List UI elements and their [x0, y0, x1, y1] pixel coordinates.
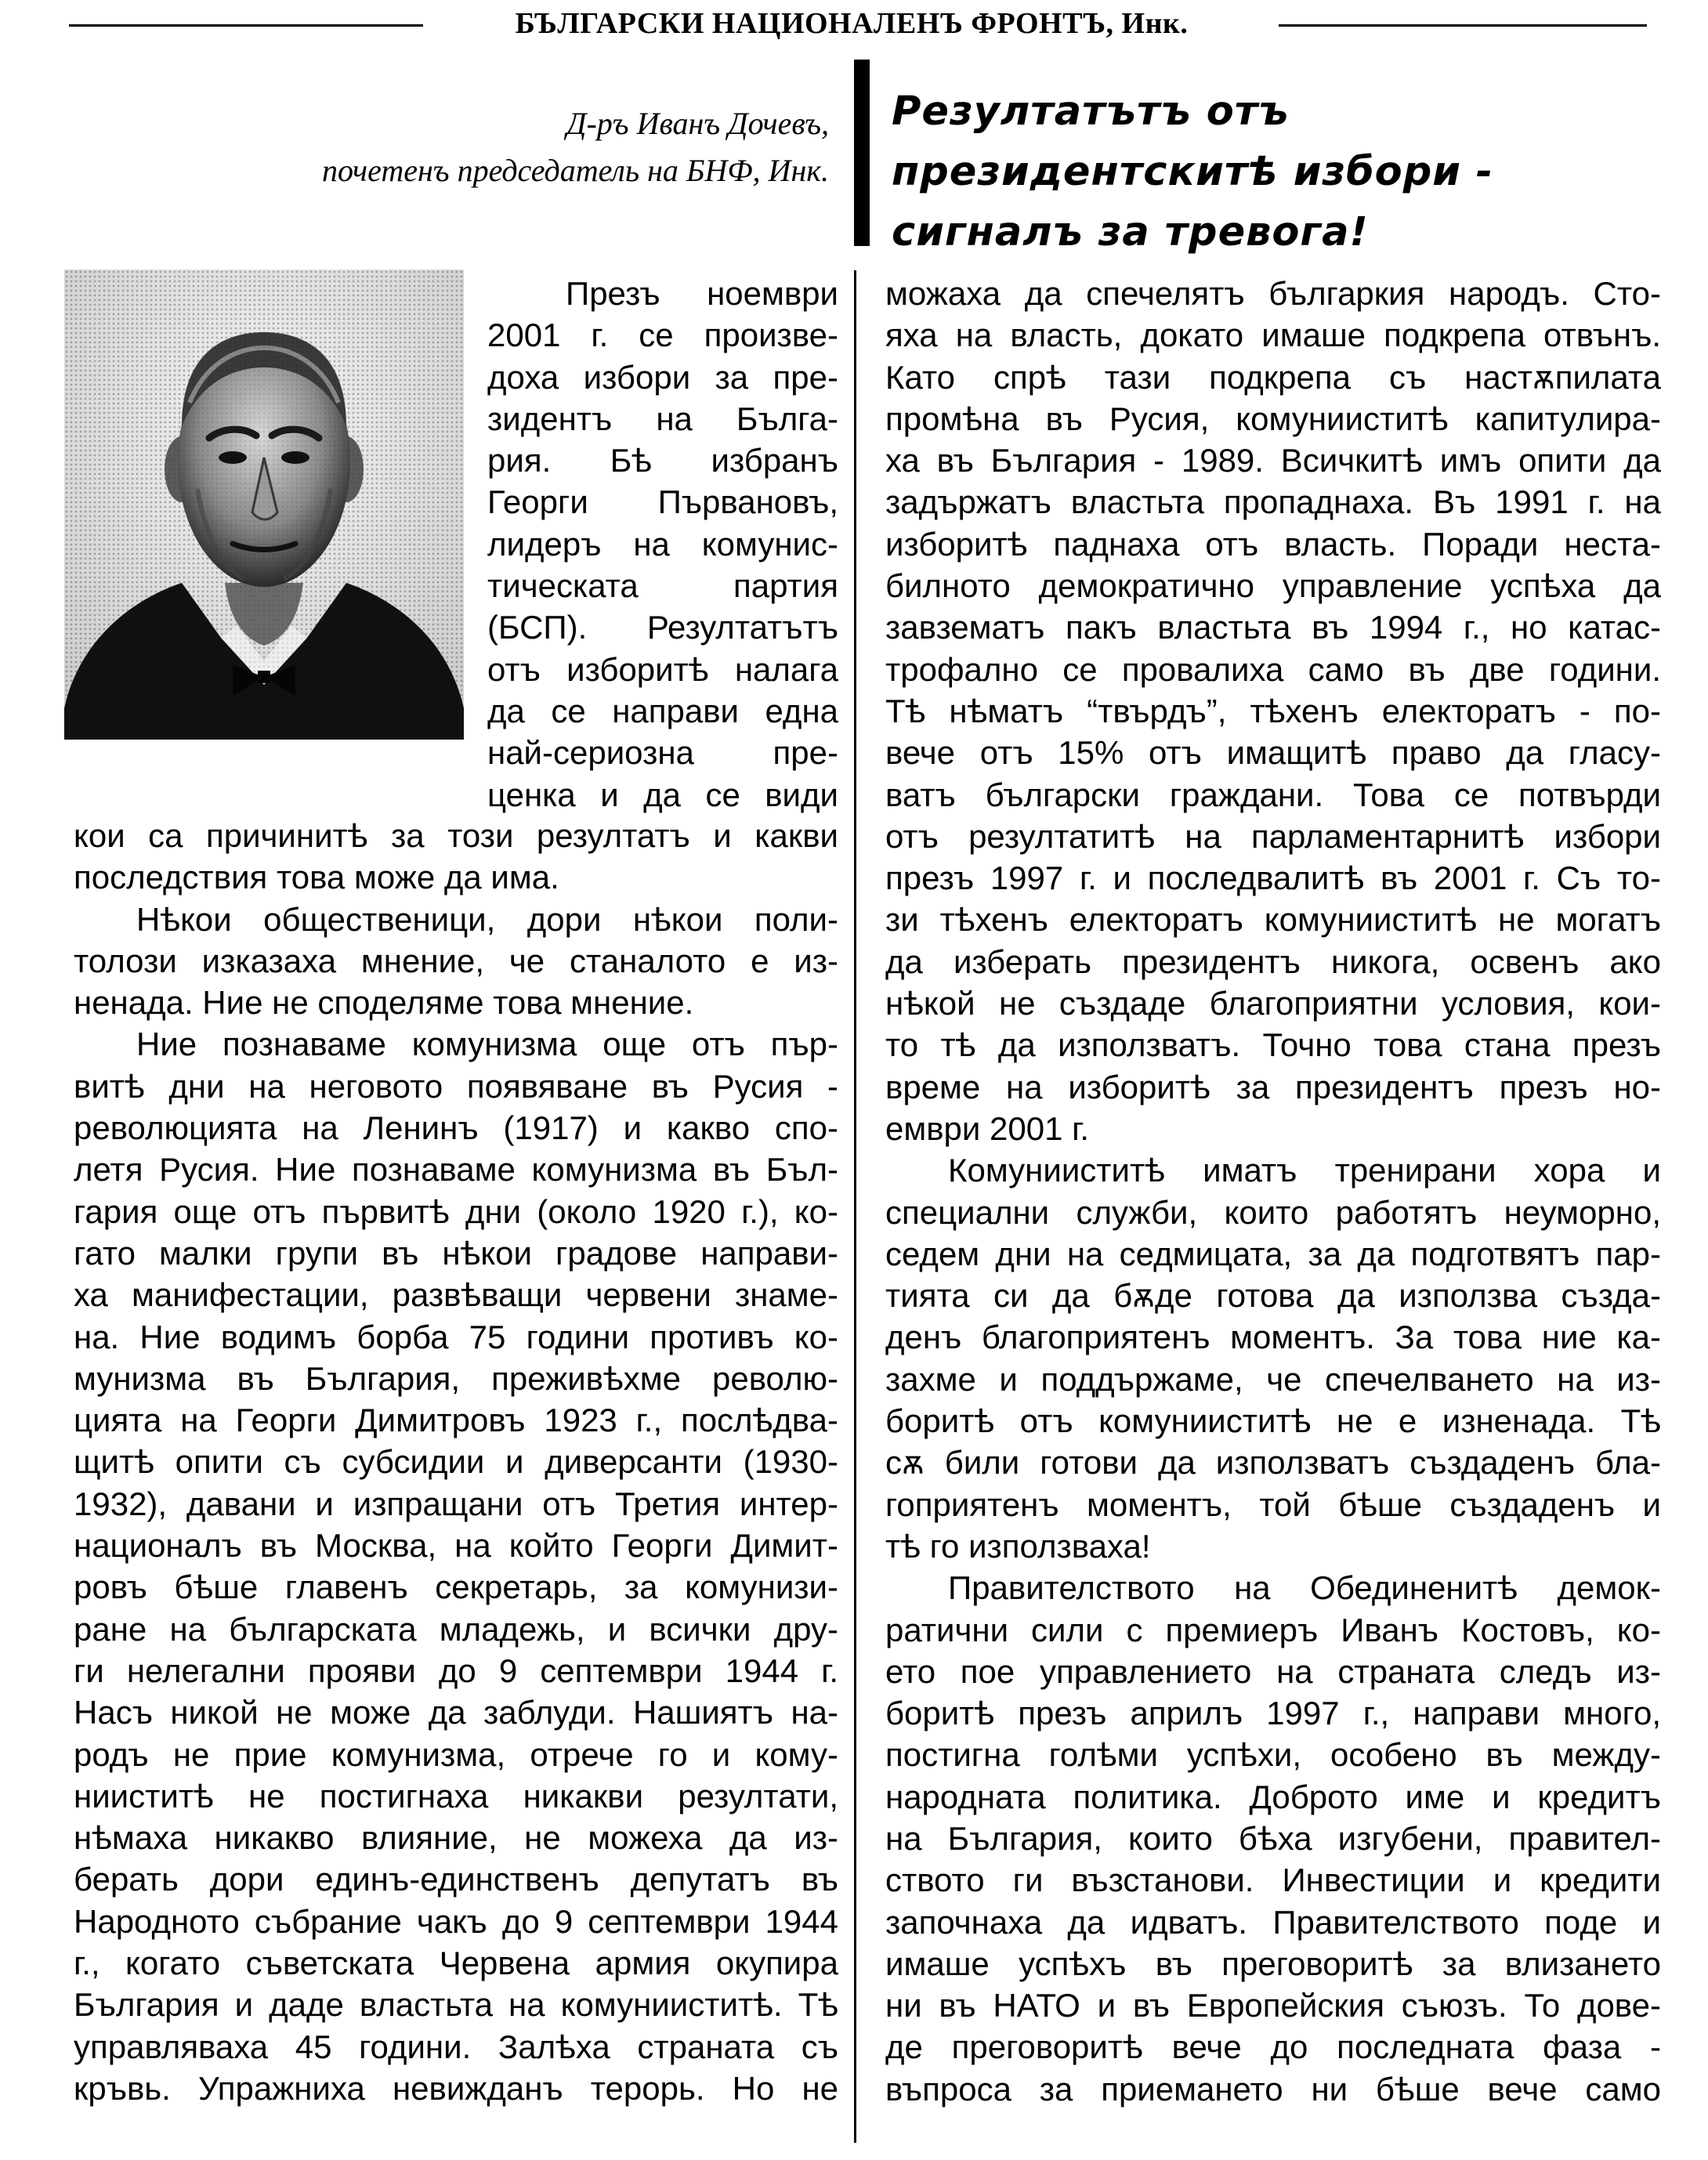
text-line: ровъ бѣше главенъ секретарь, за комунизи- — [74, 1568, 838, 1606]
text-line: на България, които бѣха изгубени, правител- — [885, 1819, 1661, 1857]
article-column-right — [885, 273, 1661, 2110]
text-line: ценка и да се види — [487, 776, 838, 813]
text-line: ненада. Ние не споделяме това мнение. — [74, 984, 694, 1022]
text-line: Народното събрание чакъ до 9 септември 1944 — [74, 1902, 838, 1940]
text-line: рия. Бѣ избранъ — [487, 442, 838, 479]
text-line: най-сериозна пре- — [487, 734, 838, 772]
text-line: то тѣ да използватъ. Точно това стана презъ — [885, 1026, 1661, 1064]
text-line: ха въ България - 1989. Всичкитѣ имъ опити да — [885, 442, 1661, 479]
text-line: трофално се провалиха само въ две години. — [885, 650, 1661, 688]
text-line: народната политика. Доброто име и кредитъ — [885, 1778, 1661, 1815]
text-line: 1932), давани и изпращани отъ Третия интер- — [74, 1485, 838, 1522]
text-line: Правителството на Обединенитѣ демок- — [948, 1569, 1661, 1607]
text-line: кои са причинитѣ за този резултатъ и какви — [74, 817, 838, 854]
text-line: на. Ние водимъ борба 75 години противъ ко- — [74, 1318, 838, 1355]
byline — [141, 100, 829, 194]
text-line: време на изборитѣ за президентъ презъ но- — [885, 1068, 1661, 1105]
text-line: родъ не прие комунизма, отрече го и кому- — [74, 1735, 838, 1773]
text-line: сѫ били готови да използватъ създаденъ бла- — [885, 1444, 1661, 1482]
text-line: завзематъ пакъ властьта въ 1994 г., но катас- — [885, 609, 1661, 646]
article-column-left-top — [487, 273, 838, 816]
masthead-rule-left — [69, 24, 423, 27]
article-column-left-bottom — [74, 815, 838, 2109]
headline — [892, 81, 1675, 262]
text-line: вече отъ 15% отъ имащитѣ право да гласу- — [885, 734, 1661, 772]
text-line: тията си да бѫде готова да използва създа- — [885, 1277, 1661, 1315]
text-line: денъ благоприятенъ моментъ. За това ние ка- — [885, 1319, 1661, 1356]
text-line: отъ изборитѣ налага — [487, 650, 838, 688]
text-line: промѣна въ Русия, комунииститѣ капитулира- — [885, 400, 1661, 437]
text-line: зи тѣхенъ електоратъ комунииститѣ не могатъ — [885, 901, 1661, 939]
text-line: ги нелегални прояви до 9 септември 1944 г. — [74, 1652, 838, 1689]
text-line: доха избори за пре- — [487, 358, 838, 396]
text-line: де преговоритѣ вече до последната фаза - — [885, 2028, 1661, 2066]
text-line: кръвь. Упражниха невижданъ терорь. Но не — [74, 2069, 838, 2107]
text-line: националъ въ Москва, на който Георги Димит- — [74, 1527, 838, 1565]
column-divider — [854, 270, 856, 2143]
text-line: ството ги възстанови. Инвестиции и кредити — [885, 1862, 1661, 1899]
text-line: билното демократично управление успѣха да — [885, 567, 1661, 605]
text-line: щитѣ опити съ субсидии и диверсанти (1930- — [74, 1443, 838, 1481]
text-line: берать дори единъ-единственъ депутатъ въ — [74, 1861, 838, 1898]
byline-role: почетенъ председатель на БНФ, Инк. — [322, 153, 829, 188]
author-portrait-photo — [64, 270, 464, 755]
text-line: г., когато съветската Червена армия окупира — [74, 1945, 838, 1982]
portrait-image — [64, 270, 464, 755]
text-line: цията на Георги Димитровъ 1923 г., послѣдва- — [74, 1402, 838, 1439]
text-line: да се направи една — [487, 692, 838, 729]
text-line: боритѣ презъ априлъ 1997 г., направи много, — [885, 1695, 1661, 1732]
text-line: нииститѣ не постигнаха никакви резултати, — [74, 1777, 838, 1814]
text-line: въпроса за приемането ни бѣше вече само — [885, 2070, 1661, 2108]
text-line: можаха да спечелятъ българкия народъ. Сто- — [885, 275, 1661, 312]
text-line: Георги Първановъ, — [487, 483, 838, 521]
text-line: специални служби, които работятъ неуморно, — [885, 1193, 1661, 1231]
text-line: ни въ НАТО и въ Европейския съюзъ. То дове- — [885, 1987, 1661, 2024]
text-line: гато малки групи въ нѣкои градове направи- — [74, 1234, 838, 1272]
text-line: отъ резултатитѣ на парламентарнитѣ избори — [885, 817, 1661, 855]
text-line: тическата партия — [487, 567, 838, 605]
text-line: последствия това може да има. — [74, 859, 559, 896]
text-line: зидентъ на Бълга- — [487, 400, 838, 437]
text-line: тѣ го използваха! — [885, 1527, 1151, 1565]
text-line: боритѣ отъ комунииститѣ не е изненада. Тѣ — [885, 1402, 1661, 1440]
text-line: Насъ никой не може да заблуди. Нашиятъ на- — [74, 1694, 838, 1731]
text-line: ватъ български граждани. Това се потвърди — [885, 776, 1661, 813]
headline-line: президентскитѣ избори - — [892, 149, 1493, 195]
text-line: Тѣ нѣматъ “твърдъ”, тѣхенъ електоратъ - по- — [885, 692, 1661, 729]
headline-bar — [854, 60, 870, 246]
text-line: ха манифестации, развѣващи червени знаме- — [74, 1276, 838, 1314]
text-line: толози изказаха мнение, че станалото е из- — [74, 942, 838, 979]
headline-line: сигналъ за тревога! — [892, 209, 1369, 255]
text-line: Презъ ноември — [566, 275, 838, 312]
text-line: яха на власть, докато имаше подкрепа отвънъ. — [885, 317, 1661, 354]
masthead — [0, 0, 1708, 49]
text-line: да изберать президентъ никога, освенъ ако — [885, 943, 1661, 980]
masthead-rule-right — [1279, 24, 1647, 27]
text-line: управляваха 45 години. Залѣха страната съ — [74, 2028, 838, 2065]
text-line: Като спрѣ тази подкрепа съ настѫпилата — [885, 358, 1661, 396]
text-line: Нѣкои общественици, дори нѣкои поли- — [136, 900, 838, 938]
text-line: постигна голѣми успѣхи, особено въ между- — [885, 1736, 1661, 1774]
text-line: задържатъ властьта пропаднаха. Въ 1991 г. на — [885, 483, 1661, 521]
text-line: Ние познаваме комунизма още отъ пър- — [136, 1026, 838, 1063]
text-line: нѣкой не създаде благоприятни условия, кои- — [885, 985, 1661, 1022]
text-line: имаше успѣхъ въ преговоритѣ за влизането — [885, 1945, 1661, 1982]
text-line: лидеръ на комунис- — [487, 525, 838, 563]
headline-line: Резултатътъ отъ — [892, 89, 1290, 135]
text-line: презъ 1997 г. и последвалитѣ въ 2001 г. Съ то- — [885, 859, 1661, 897]
text-line: гоприятенъ моментъ, той бѣше създаденъ и — [885, 1485, 1661, 1523]
masthead-title: БЪЛГАРСКИ НАЦИОНАЛЕНЪ ФРОНТЪ, Инк. — [515, 7, 1189, 40]
text-line: България и даде властьта на комунииститѣ. Тѣ — [74, 1986, 838, 2024]
text-line: захме и поддържаме, че спечелването на из- — [885, 1360, 1661, 1398]
text-line: витѣ дни на неговото появяване въ Русия - — [74, 1067, 838, 1105]
text-line: ември 2001 г. — [885, 1109, 1089, 1147]
byline-author: Д-ръ Иванъ Дочевъ, — [566, 106, 829, 141]
text-line: започнаха да идватъ. Правителството поде и — [885, 1903, 1661, 1941]
text-line: мунизма въ България, преживѣхме револю- — [74, 1359, 838, 1397]
text-line: седем дни на седмицата, за да подготвятъ пар- — [885, 1235, 1661, 1272]
text-line: революцията на Ленинъ (1917) и какво спо- — [74, 1109, 838, 1147]
text-line: изборитѣ паднаха отъ власть. Поради неста- — [885, 525, 1661, 563]
text-line: ране на българската младежь, и всички дру- — [74, 1610, 838, 1648]
text-line: ето пое управлението на страната следъ из- — [885, 1652, 1661, 1690]
text-line: нѣмаха никакво влияние, не можеха да из- — [74, 1819, 838, 1857]
text-line: ратични сили с премиеръ Иванъ Костовъ, ко- — [885, 1611, 1661, 1648]
text-line: летя Русия. Ние познаваме комунизма въ Бъл- — [74, 1151, 838, 1189]
text-line: 2001 г. се произве- — [487, 317, 838, 354]
text-line: Комунииститѣ иматъ тренирани хора и — [948, 1152, 1661, 1189]
text-line: гария още отъ първитѣ дни (около 1920 г.), ко- — [74, 1192, 838, 1230]
text-line: (БСП). Резултатътъ — [487, 609, 838, 646]
